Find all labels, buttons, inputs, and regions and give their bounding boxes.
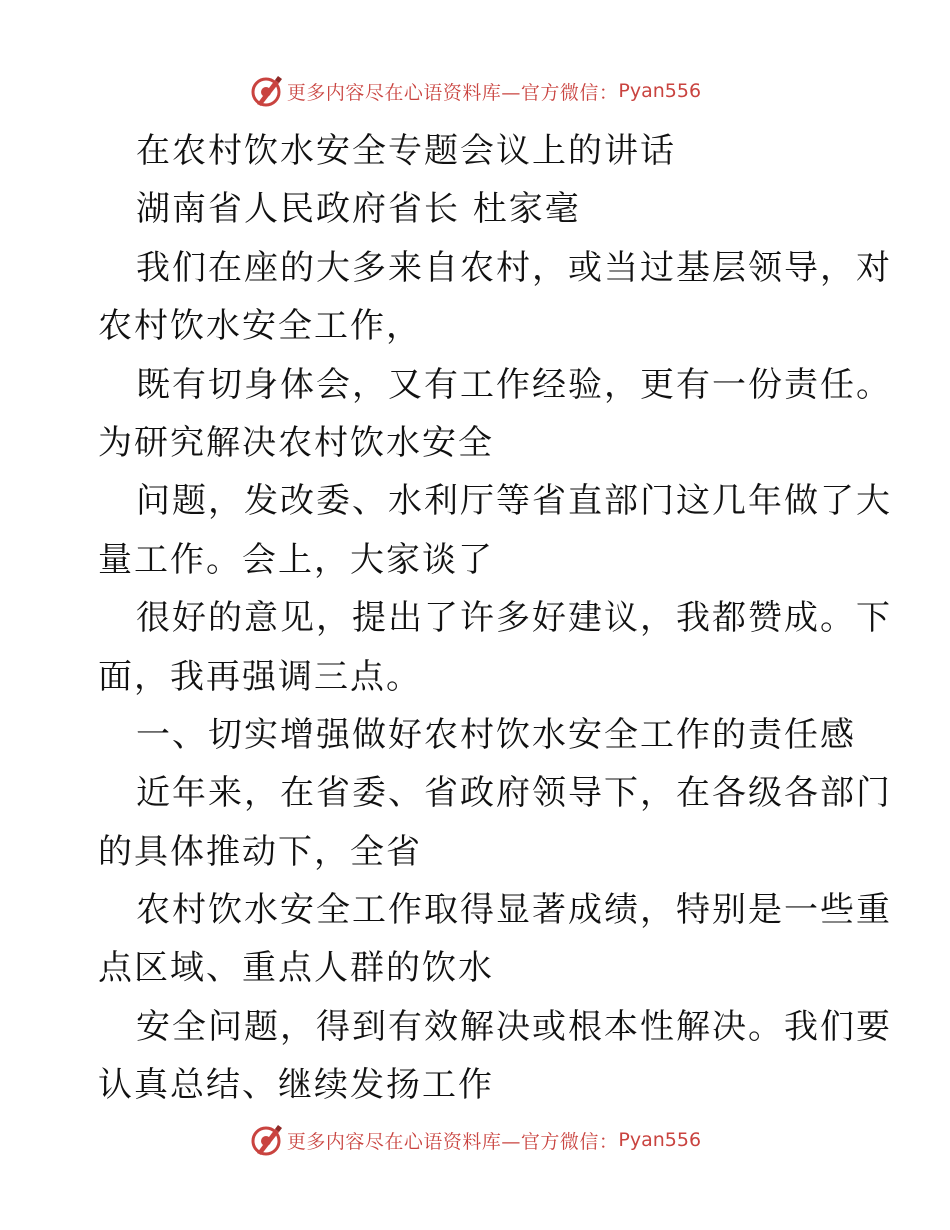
document-title: 在农村饮水安全专题会议上的讲话 [136,131,676,171]
paragraph-line: 的具体推动下，全省 [98,831,422,872]
paragraph-line: 认真总结、继续发扬工作 [98,1065,494,1106]
paragraph-line: 近年来，在省委、省政府领导下，在各级各部门 [136,773,892,814]
document-author: 湖南省人民政府省长 杜家毫 [136,189,581,230]
pen-logo-icon [249,1123,283,1157]
section-heading: 一、切实增强做好农村饮水安全工作的责任感 [136,714,856,755]
banner-text: 更多内容尽在心语资料库—官方微信： [286,81,619,104]
paragraph-line: 农村饮水安全工作取得显著成绩，特别是一些重 [136,890,892,931]
pen-logo-icon [249,74,283,108]
banner-text: 更多内容尽在心语资料库—官方微信： [286,1130,619,1153]
paragraph-line: 面，我再强调三点。 [98,656,422,697]
paragraph-line: 量工作。会上，大家谈了 [98,539,494,580]
paragraph-line: 问题，发改委、水利厅等省直部门这几年做了大 [136,481,892,522]
banner-wechat-id: Pyan556 [618,1129,702,1151]
banner-wechat-id: Pyan556 [618,80,702,102]
footer-banner [0,1120,950,1160]
paragraph-line: 既有切身体会，又有工作经验，更有一份责任。 [136,364,892,405]
paragraph-line: 为研究解决农村饮水安全 [98,422,494,463]
document-body [98,122,892,1115]
paragraph-line: 我们在座的大多来自农村，或当过基层领导，对 [136,247,892,288]
paragraph-line: 农村饮水安全工作， [98,306,422,347]
header-banner [0,71,950,111]
paragraph-line: 点区域、重点人群的饮水 [98,948,494,989]
paragraph-line: 很好的意见，提出了许多好建议，我都赞成。下 [136,598,892,639]
paragraph-line: 安全问题，得到有效解决或根本性解决。我们要 [136,1006,892,1047]
